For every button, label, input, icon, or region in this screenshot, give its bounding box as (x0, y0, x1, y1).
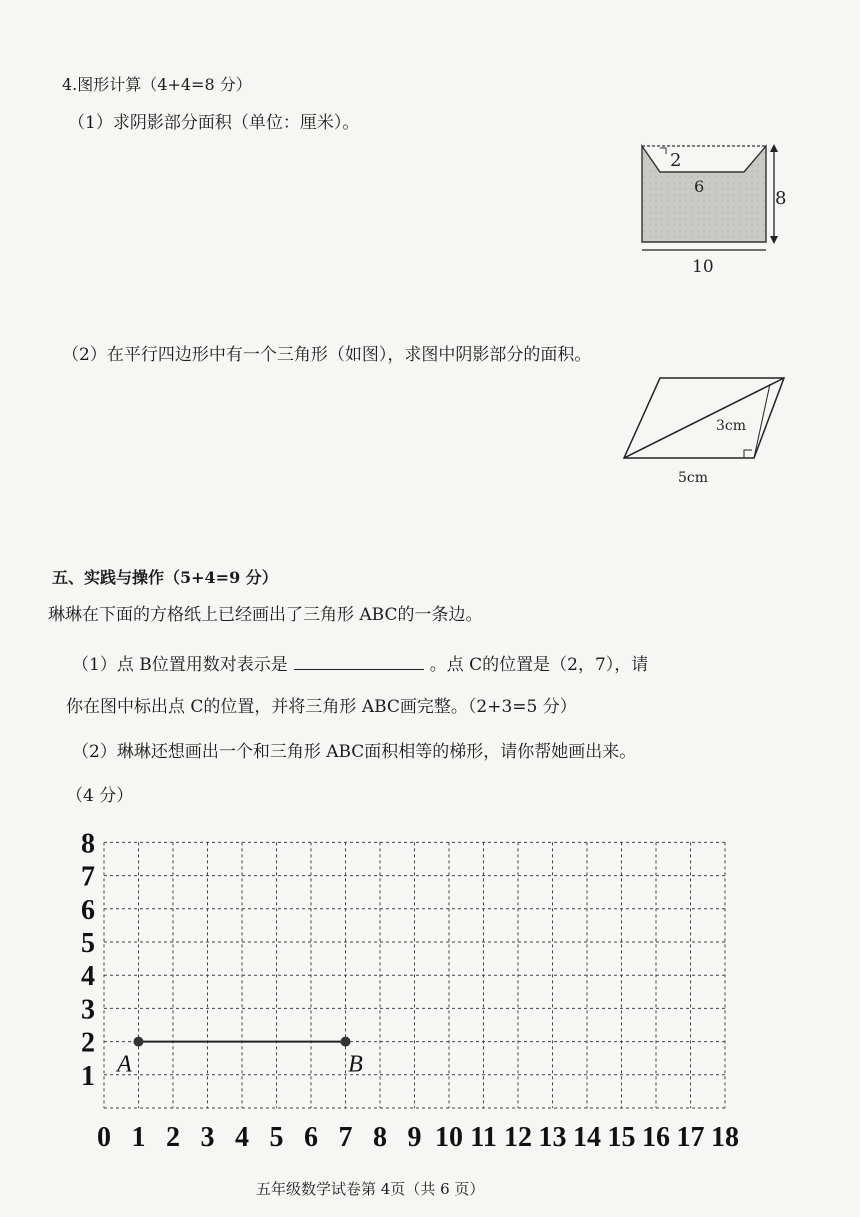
point-label-b: B (348, 1051, 363, 1078)
y-tick-label: 1 (81, 1060, 95, 1092)
y-tick-label: 2 (81, 1027, 95, 1059)
y-tick-label: 5 (81, 928, 95, 959)
x-tick-label: 18 (711, 1122, 739, 1153)
label-base-5cm: 5cm (678, 470, 709, 486)
section5-q2-line2: （4 分） (66, 786, 134, 806)
diagonal (624, 378, 784, 458)
y-tick-label: 6 (81, 894, 95, 926)
x-tick-label: 13 (538, 1122, 567, 1153)
answer-blank-b[interactable] (294, 651, 424, 670)
x-tick-label: 1 (131, 1122, 146, 1153)
section5-q1-line2: 你在图中标出点 C的位置，并将三角形 ABC画完整。（2+3=5 分） (66, 697, 577, 717)
x-tick-label: 10 (435, 1122, 463, 1153)
x-tick-label: 16 (642, 1122, 670, 1153)
x-tick-label: 4 (235, 1122, 249, 1153)
section5-title: 五、实践与操作（5+4=9 分） (52, 568, 278, 587)
coordinate-grid[interactable] (70, 825, 750, 1160)
q4-part2-prompt: （2）在平行四边形中有一个三角形（如图），求图中阴影部分的面积。 (62, 345, 592, 365)
x-tick-label: 17 (676, 1122, 705, 1153)
label-height-3cm: 3cm (716, 418, 747, 434)
q1-text-before: （1）点 B位置用数对表示是 (72, 655, 288, 675)
x-tick-label: 7 (338, 1122, 353, 1153)
q1-text-after: 。点 C的位置是（2，7），请 (429, 655, 649, 675)
point-label-a: A (117, 1051, 132, 1078)
y-tick-label: 7 (81, 861, 95, 893)
q4-title: 4.图形计算（4+4=8 分） (62, 75, 252, 94)
label-inner-6: 6 (694, 177, 705, 196)
x-tick-label: 11 (470, 1122, 497, 1153)
y-tick-label: 8 (81, 828, 95, 860)
section5-q2-line1: （2）琳琳还想画出一个和三角形 ABC面积相等的梯形，请你帮她画出来。 (72, 742, 637, 762)
x-tick-label: 15 (607, 1122, 636, 1153)
label-notch-2: 2 (670, 150, 682, 171)
y-tick-label: 3 (81, 994, 95, 1026)
x-tick-label: 14 (573, 1122, 601, 1153)
section5-q1-line1 (72, 650, 648, 675)
x-tick-label: 8 (373, 1122, 387, 1153)
shaded-rectangle-figure (630, 138, 790, 278)
point-b (341, 1037, 351, 1047)
q4-part1-prompt: （1）求阴影部分面积（单位：厘米）。 (68, 113, 360, 133)
label-height-8: 8 (775, 188, 787, 209)
label-width-10: 10 (692, 257, 714, 277)
page-footer: 五年级数学试卷第 4页（共 6 页） (256, 1180, 485, 1198)
x-tick-label: 9 (407, 1122, 422, 1153)
x-tick-label: 2 (166, 1122, 180, 1153)
parallelogram-figure (618, 372, 790, 490)
x-tick-label: 5 (269, 1122, 284, 1153)
x-tick-label: 0 (97, 1122, 111, 1153)
x-tick-label: 12 (504, 1122, 532, 1153)
point-a (134, 1037, 144, 1047)
y-tick-label: 4 (81, 961, 95, 993)
x-tick-label: 6 (304, 1122, 318, 1153)
section5-intro: 琳琳在下面的方格纸上已经画出了三角形 ABC的一条边。 (48, 605, 483, 625)
x-tick-label: 3 (200, 1122, 215, 1153)
